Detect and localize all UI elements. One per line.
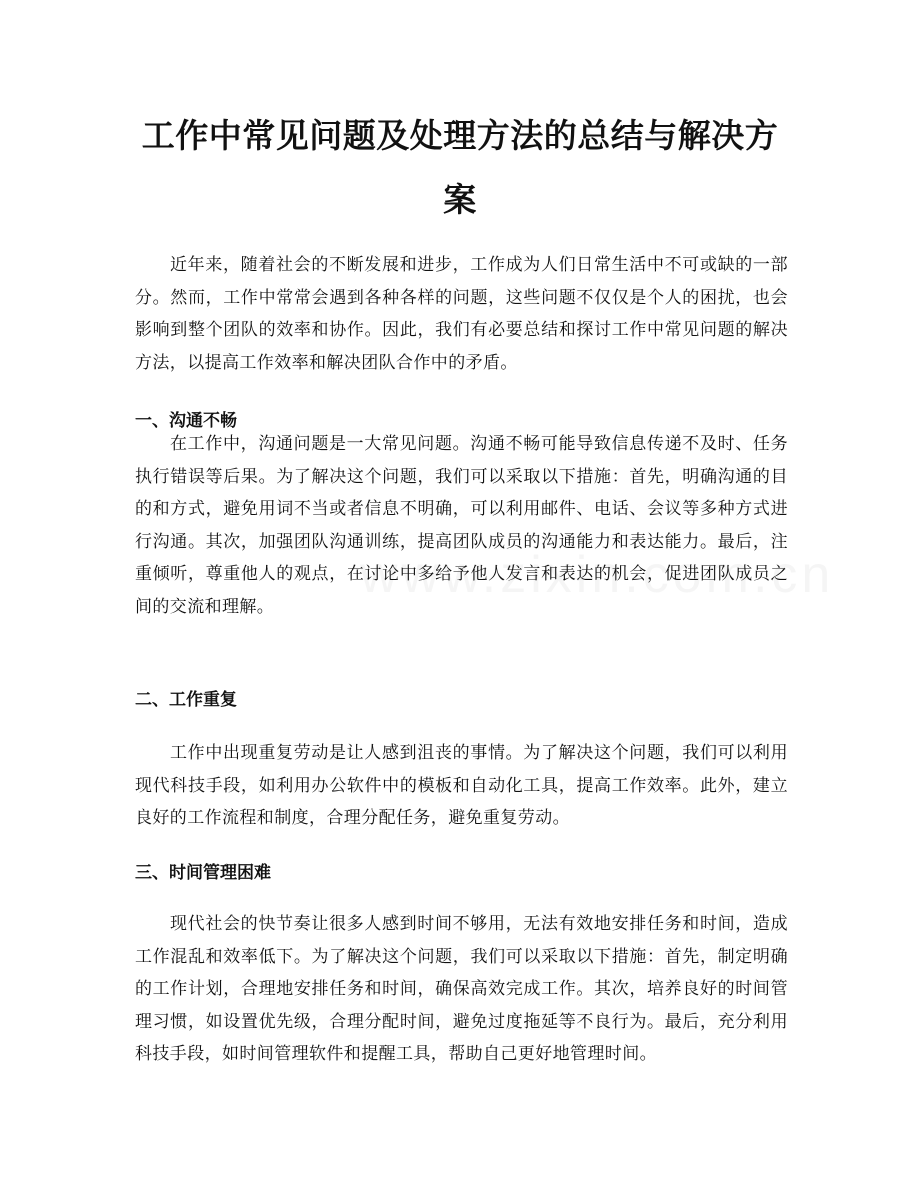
section-heading-time-management: 三、时间管理困难 xyxy=(135,863,271,883)
section-heading-repetition: 二、工作重复 xyxy=(135,690,237,710)
section-body-repetition: 工作中出现重复劳动是让人感到沮丧的事情。为了解决这个问题，我们可以利用现代科技手段，如利用办公软件中的模板和自动化工具，提高工作效率。此外，建立良好的工作流程和制度，合理分配任务，避免重复劳动。 xyxy=(135,743,788,828)
intro-paragraph: 近年来，随着社会的不断发展和进步，工作成为人们日常生活中不可或缺的一部分。然而，工作中常常会遇到各种各样的问题，这些问题不仅仅是个人的困扰，也会影响到整个团队的效率和协作。因此，我们有必要总结和探讨工作中常见问题的解决方法，以提高工作效率和解决团队合作中的矛盾。 xyxy=(135,255,788,373)
document-title: 工作中常见问题及处理方法的总结与解决方案 xyxy=(141,116,779,219)
section-body-time-management: 现代社会的快节奏让很多人感到时间不够用，无法有效地安排任务和时间，造成工作混乱和效率低下。为了解决这个问题，我们可以采取以下措施：首先，制定明确的工作计划，合理地安排任务和时间，确保高效完成工作。其次，培养良好的时间管理习惯，如设置优先级，合理分配时间，避免过度拖延等不良行为。最后，充分利用科技手段，如时间管理软件和提醒工具，帮助自己更好地管理时间。 xyxy=(135,914,788,1064)
section-body-communication: 在工作中，沟通问题是一大常见问题。沟通不畅可能导致信息传递不及时、任务执行错误等后果。为了解决这个问题，我们可以采取以下措施：首先，明确沟通的目的和方式，避免用词不当或者信息不明确，可以利用邮件、电话、会议等多种方式进行沟通。其次，加强团队沟通训练，提高团队成员的沟通能力和表达能力。最后，注重倾听，尊重他人的观点，在讨论中多给予他人发言和表达的机会，促进团队成员之间的交流和理解。 xyxy=(135,434,788,617)
section-heading-communication: 一、沟通不畅 xyxy=(135,411,237,431)
